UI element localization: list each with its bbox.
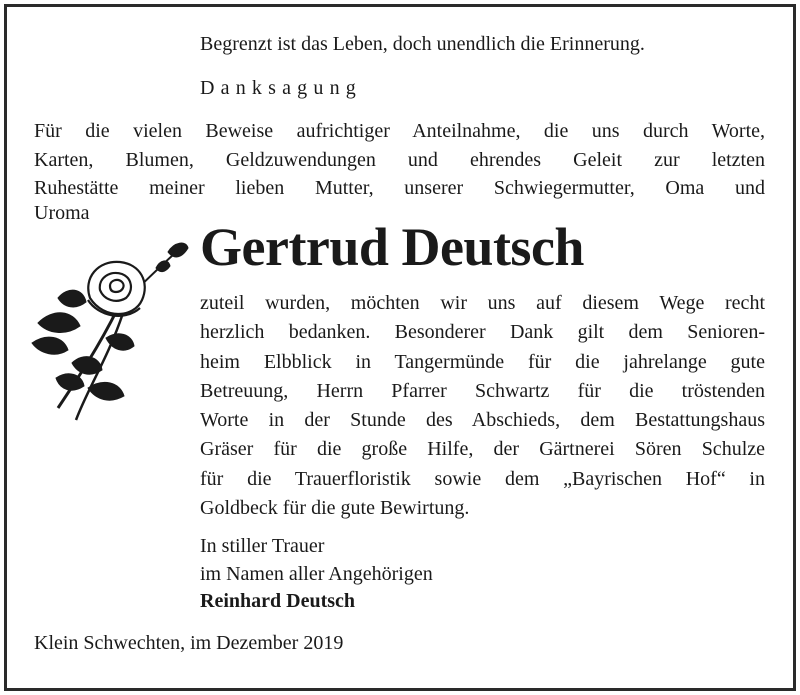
place-date: Klein Schwechten, im Dezember 2019	[34, 632, 344, 654]
intro-paragraph	[34, 117, 765, 203]
body-line: für die Trauerfloristik sowie dem „Bayrischen Hof“ in	[200, 467, 765, 490]
body-line: Gräser für die große Hilfe, der Gärtnerei Sören Schulze	[200, 438, 765, 461]
body-line: Betreuung, Herrn Pfarrer Schwartz für die tröstenden	[200, 379, 765, 402]
motto: Begrenzt ist das Leben, doch unendlich die Erinnerung.	[200, 33, 645, 55]
intro-line: Karten, Blumen, Geldzuwendungen und ehrendes Geleit zur letzten	[34, 148, 765, 171]
signature-line-2: im Namen aller Angehörigen	[200, 563, 433, 585]
deceased-name: Gertrud Deutsch	[200, 217, 584, 277]
signature-line-1: In stiller Trauer	[200, 535, 325, 557]
body-line: zuteil wurden, möchten wir uns auf diesem Wege recht	[200, 292, 765, 314]
body-line: herzlich bedanken. Besonderer Dank gilt dem Senioren-	[200, 321, 765, 344]
heading-danksagung: Danksagung	[200, 77, 362, 99]
intro-line: Ruhestätte meiner lieben Mutter, unserer Schwiegermutter, Oma und	[34, 177, 765, 199]
body-line: heim Elbblick in Tangermünde für die jahrelange gute	[200, 350, 765, 373]
thanks-paragraph	[200, 289, 765, 523]
body-line: Goldbeck für die gute Bewirtung.	[200, 497, 470, 520]
rose-icon	[28, 238, 193, 423]
body-line: Worte in der Stunde des Abschieds, dem Bestattungshaus	[200, 409, 765, 432]
intro-last-line: Uroma	[34, 202, 90, 224]
signature-name: Reinhard Deutsch	[200, 590, 356, 612]
intro-line: Für die vielen Beweise aufrichtiger Anteilnahme, die uns durch Worte,	[34, 120, 765, 142]
